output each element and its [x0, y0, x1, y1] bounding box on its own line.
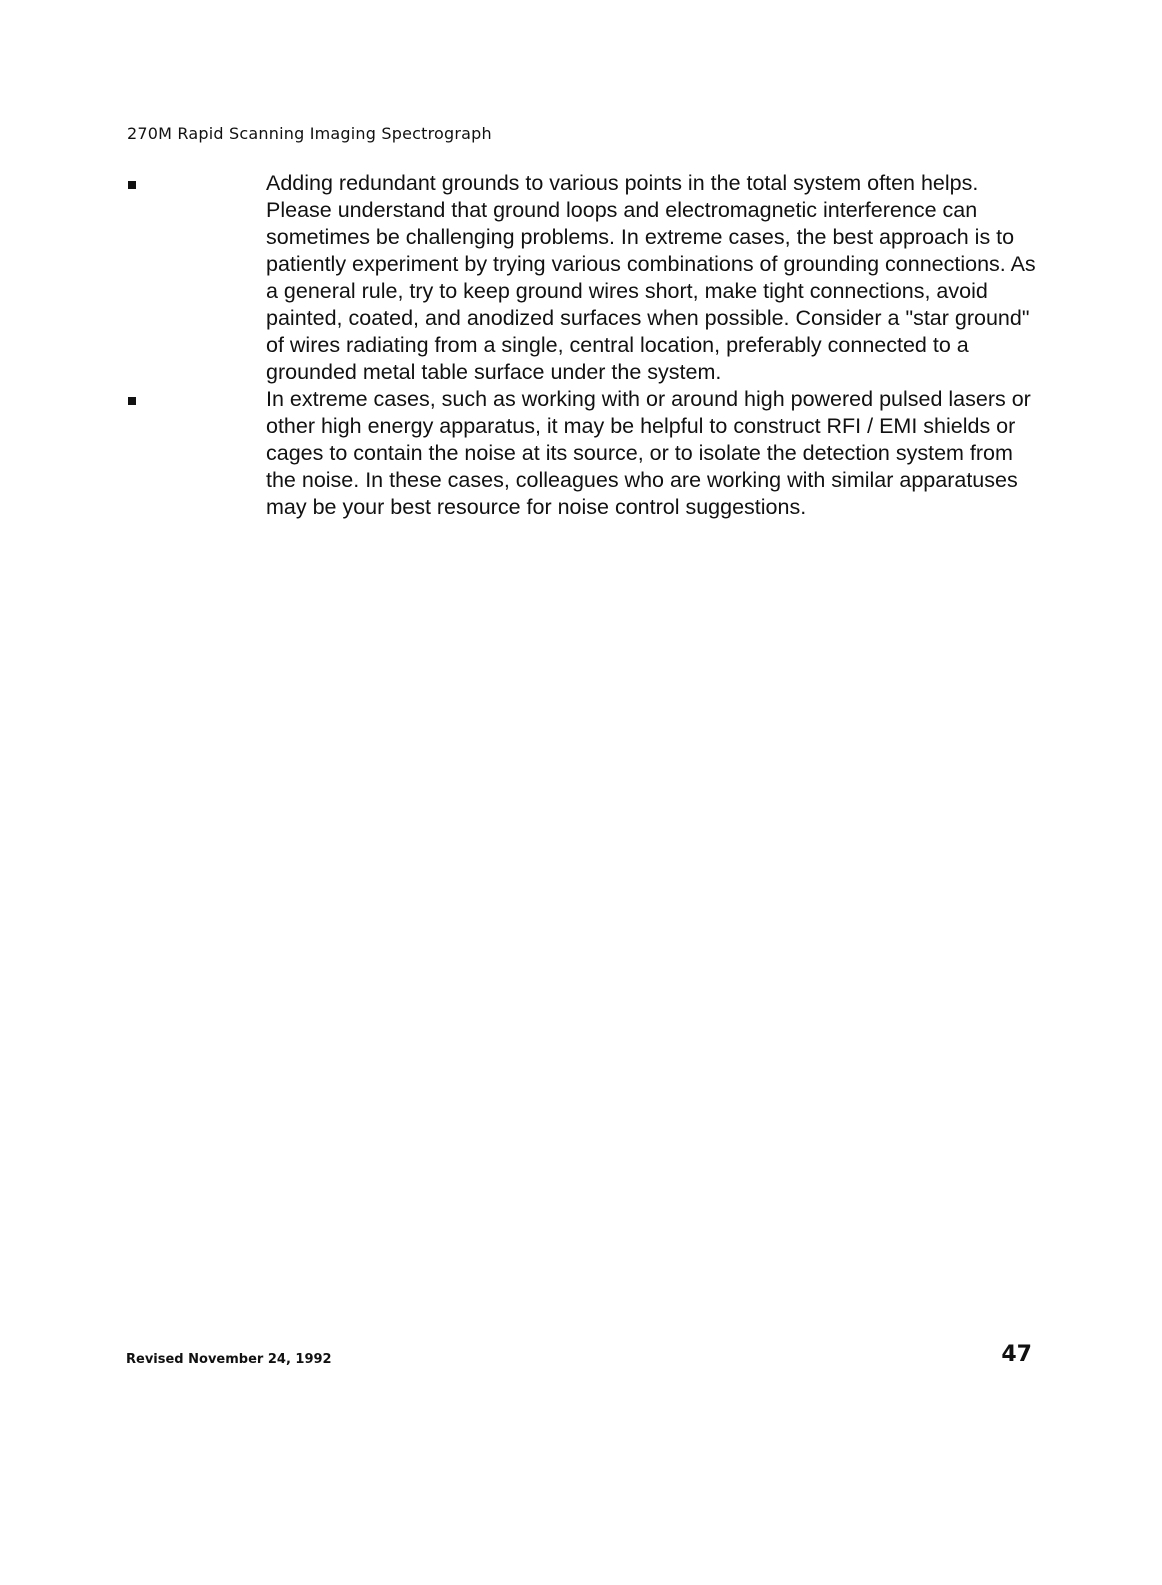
- bullet-list: [127, 170, 1047, 521]
- list-item: [127, 386, 1047, 521]
- page-number: 47: [1001, 1342, 1032, 1367]
- bullet-text: In extreme cases, such as working with or around high powered pulsed lasers or other high energy apparatus, it may be helpful to construct RFI / EMI shields or cages to contain the noise at its source, or to isolate the detection system from the noise. In these cases, colleagues who are working with similar apparatuses may be your best resource for noise control suggestions.: [266, 387, 1031, 519]
- running-header-title: 270M Rapid Scanning Imaging Spectrograph: [127, 124, 492, 143]
- revision-date: Revised November 24, 1992: [126, 1352, 332, 1367]
- square-bullet-icon: [128, 397, 136, 405]
- list-item: [127, 170, 1047, 386]
- bullet-text: Adding redundant grounds to various points in the total system often helps. Please understand that ground loops and electromagnetic interference can sometimes be challenging problems. In extreme cases, the best approach is to patiently experiment by trying various combinations of grounding connections. As a general rule, try to keep ground wires short, make tight connections, avoid painted, coated, and anodized surfaces when possible. Consider a "star ground" of wires radiating from a single, central location, preferably connected to a grounded metal table surface under the system.: [266, 171, 1036, 384]
- square-bullet-icon: [128, 181, 136, 189]
